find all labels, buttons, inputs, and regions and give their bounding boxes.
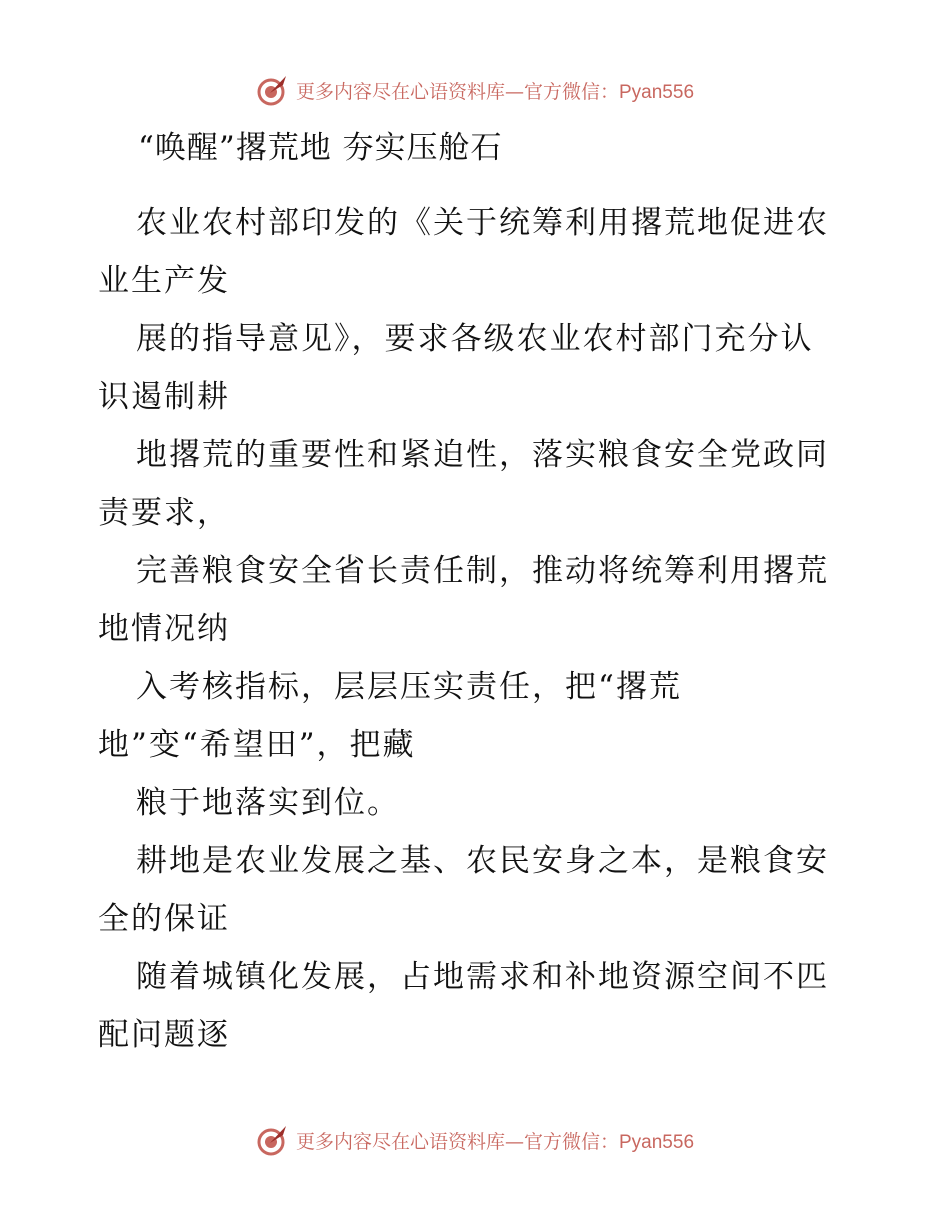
paragraph-line: 农业农村部印发的《关于统筹利用撂荒地促进农 — [136, 205, 829, 241]
footer-banner — [0, 1120, 950, 1160]
banner-text — [296, 1127, 694, 1154]
page-title: “唤醒”撂荒地 夯实压舱石 — [138, 130, 503, 166]
quill-logo-icon — [256, 1123, 290, 1157]
paragraph — [98, 658, 858, 774]
header-banner — [0, 70, 950, 110]
paragraph-line: 业生产发 — [98, 263, 230, 299]
paragraph-line: 责要求， — [98, 495, 230, 531]
paragraph-line: 地”变“希望田”，把藏 — [98, 727, 416, 763]
paragraph — [98, 310, 858, 426]
paragraph — [98, 774, 858, 832]
paragraph-line: 地情况纳 — [98, 611, 230, 647]
banner-text — [296, 77, 694, 104]
wechat-id: Pyan556 — [619, 1131, 695, 1153]
paragraph-line: 识遏制耕 — [98, 379, 230, 415]
paragraph-line: 完善粮食安全省长责任制，推动将统筹利用撂荒 — [136, 553, 829, 589]
paragraph-line: 耕地是农业发展之基、农民安身之本，是粮食安 — [136, 843, 829, 879]
paragraph — [98, 194, 858, 310]
paragraph-line: 随着城镇化发展，占地需求和补地资源空间不匹 — [136, 959, 829, 995]
paragraph — [98, 542, 858, 658]
paragraph-line: 展的指导意见》，要求各级农业农村部门充分认 — [136, 321, 814, 357]
wechat-id: Pyan556 — [619, 81, 695, 103]
paragraph — [98, 426, 858, 542]
paragraph-line: 全的保证 — [98, 901, 230, 937]
paragraph — [98, 832, 858, 948]
paragraph-line: 地撂荒的重要性和紧迫性，落实粮食安全党政同 — [136, 437, 829, 473]
paragraph — [98, 948, 858, 1064]
paragraph-line: 粮于地落实到位。 — [136, 785, 400, 821]
paragraph-line: 入考核指标，层层压实责任，把“撂荒 — [136, 669, 682, 705]
document-body — [98, 118, 858, 1064]
paragraph-line: 配问题逐 — [98, 1017, 230, 1053]
quill-logo-icon — [256, 73, 290, 107]
banner-caption: 更多内容尽在心语资料库—官方微信： — [295, 1130, 619, 1153]
banner-caption: 更多内容尽在心语资料库—官方微信： — [295, 80, 619, 103]
